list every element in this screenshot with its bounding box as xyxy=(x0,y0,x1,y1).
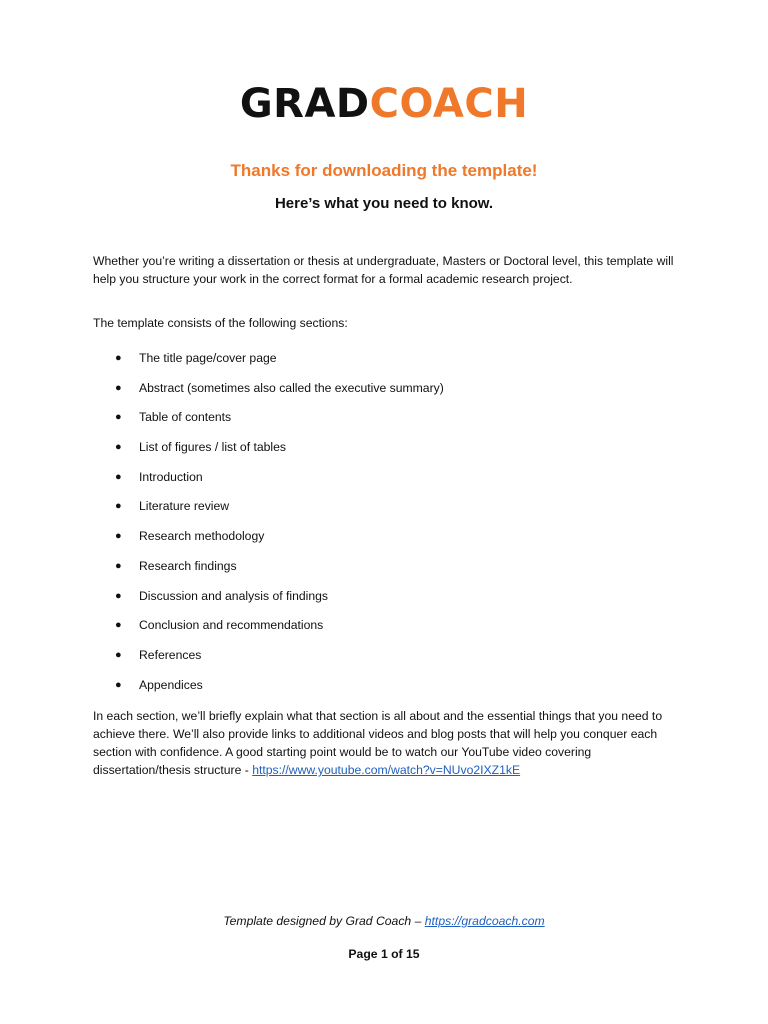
bullet-icon: ● xyxy=(115,589,122,602)
list-item-label: Conclusion and recommendations xyxy=(139,618,324,633)
bullet-icon: ● xyxy=(115,678,122,691)
bullet-icon: ● xyxy=(115,619,122,632)
list-item-label: Discussion and analysis of findings xyxy=(139,588,329,603)
youtube-link[interactable]: https://www.youtube.com/watch?v=NUvo2IXZ1kE xyxy=(252,763,521,777)
list-item xyxy=(93,674,675,704)
logo-grad-text: GRAD xyxy=(239,81,370,127)
list-item xyxy=(93,377,675,407)
list-item-label: The title page/cover page xyxy=(139,351,277,365)
list-item xyxy=(93,585,675,615)
bullet-icon: ● xyxy=(115,411,122,424)
list-item-label: Appendices xyxy=(139,677,203,692)
sections-lead: The template consists of the following sections: xyxy=(93,316,348,330)
gradcoach-website-link[interactable]: https://gradcoach.com xyxy=(424,914,545,928)
closing-paragraph-text: In each section, we’ll briefly explain what that section is all about and the essential things that you need to achieve there. We’ll also provide links to additional videos and blog posts that will help you conquer each section with confidence. A good starting point would be to watch our YouTube video covering dissertation/thesis structure - xyxy=(93,709,663,777)
bullet-icon: ● xyxy=(115,441,122,454)
bullet-icon: ● xyxy=(115,381,122,394)
list-item-label: Research findings xyxy=(139,558,237,573)
list-item-label: Research methodology xyxy=(139,529,265,544)
intro-paragraph: Whether you’re writing a dissertation or thesis at undergraduate, Masters or Doctoral level, this template will help you structure your work in the correct format for a formal academic research project. xyxy=(93,254,674,286)
list-item-label: Abstract (sometimes also called the executive summary) xyxy=(139,380,444,395)
page-title: Thanks for downloading the template! xyxy=(230,161,538,180)
list-item xyxy=(93,436,675,466)
bullet-icon: ● xyxy=(115,352,122,364)
list-item xyxy=(93,555,675,585)
footer-credit xyxy=(0,912,768,930)
list-item-label: Literature review xyxy=(139,499,230,514)
list-item xyxy=(93,525,675,555)
bullet-icon: ● xyxy=(115,648,122,661)
list-item xyxy=(93,347,675,377)
list-item-label: References xyxy=(139,647,202,662)
closing-paragraph xyxy=(93,707,675,779)
page-number: Page 1 of 15 xyxy=(348,947,420,961)
list-item xyxy=(93,644,675,674)
bullet-icon: ● xyxy=(115,530,122,543)
bullet-icon: ● xyxy=(115,470,122,483)
gradcoach-logo xyxy=(0,80,768,128)
page-subtitle: Here’s what you need to know. xyxy=(274,195,494,212)
list-item-label: Table of contents xyxy=(139,410,232,425)
footer-credit-text: Template designed by Grad Coach – xyxy=(223,914,425,928)
list-item-label: Introduction xyxy=(139,469,203,484)
bullet-icon: ● xyxy=(115,559,122,572)
list-item-label: List of figures / list of tables xyxy=(139,440,286,455)
list-item xyxy=(93,614,675,644)
logo-coach-text: COACH xyxy=(369,81,529,127)
bullet-icon: ● xyxy=(115,500,122,513)
section-list xyxy=(93,347,675,703)
list-item xyxy=(93,495,675,525)
list-item xyxy=(93,466,675,496)
list-item xyxy=(93,406,675,436)
